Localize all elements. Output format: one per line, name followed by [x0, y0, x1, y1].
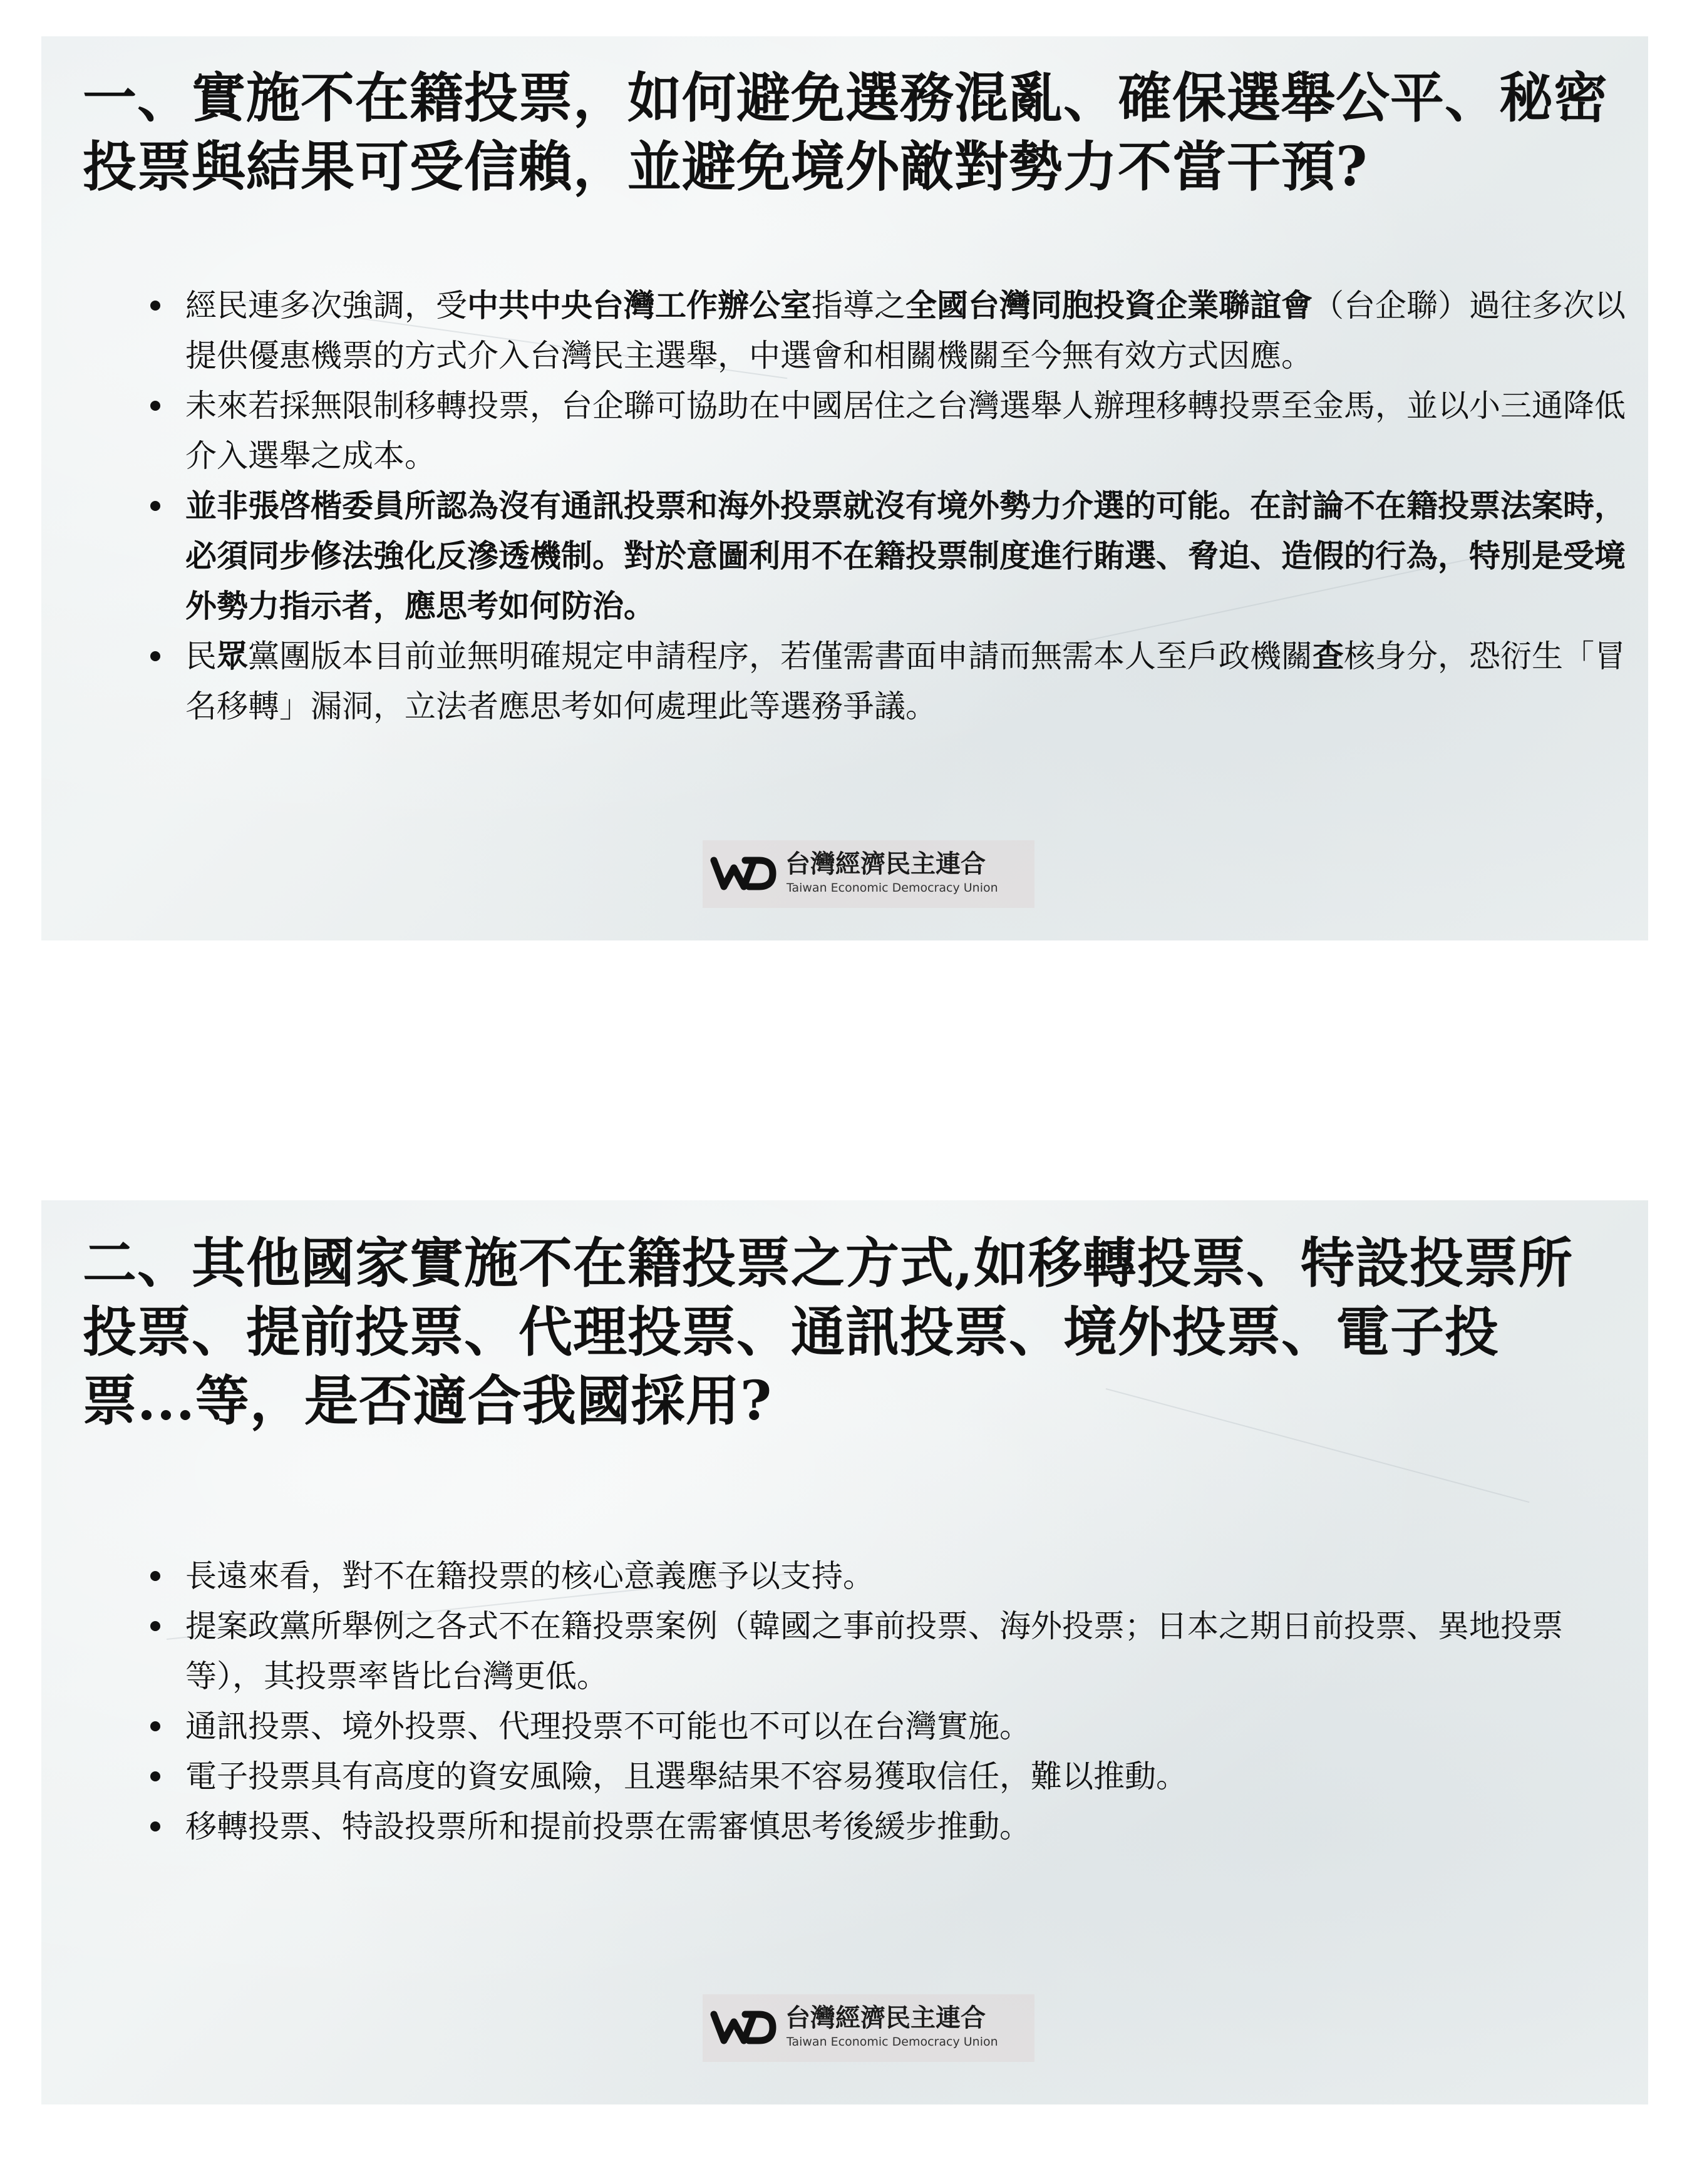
bullet-text: 移轉投票、特設投票所和提前投票在需審慎思考後緩步推動。 — [185, 1808, 1031, 1845]
bullet-text: 核身分，恐衍生「冒名移轉」漏洞，立法者應思考如何處理此等選務爭議。 — [185, 638, 1626, 724]
bullet-dot-icon — [150, 1821, 160, 1831]
bullet-text: 民 — [185, 638, 217, 674]
bullet-dot-icon — [150, 401, 160, 411]
bullet-text: 長遠來看，對不在籍投票的核心意義應予以支持。 — [185, 1558, 874, 1594]
bullet-text: 眾 — [217, 637, 248, 674]
bullet-item — [142, 281, 1626, 381]
bullet-item — [142, 1551, 1626, 1601]
bullet-item — [142, 631, 1626, 731]
bullet-dot-icon — [150, 1771, 160, 1781]
bullet-text: 電子投票具有高度的資安風險，且選舉結果不容易獲取信任，難以推動。 — [185, 1758, 1187, 1795]
slide-1-bullet-list — [142, 281, 1626, 731]
bullet-text: 提案政黨所舉例之各式不在籍投票案例（韓國之事前投票、海外投票；日本之期日前投票、異地投票等），其投票率皆比台灣更低。 — [185, 1608, 1563, 1694]
bullet-item — [142, 381, 1626, 481]
organization-logo — [699, 837, 1050, 912]
slide-1-heading: 一、實施不在籍投票，如何避免選務混亂、確保選舉公平、秘密投票與結果可受信賴，並避免境外敵對勢力不當干預? — [83, 66, 1608, 198]
slide-2-heading: 二、其他國家實施不在籍投票之方式,如移轉投票、特設投票所投票、提前投票、代理投票、通訊投票、境外投票、電子投票...等，是否適合我國採用? — [83, 1232, 1573, 1433]
bullet-text: 未來若採無限制移轉投票，台企聯可協助在中國居住之台灣選舉人辦理移轉投票至金馬，並以小三通降低介入選舉之成本。 — [185, 388, 1626, 474]
bullet-dot-icon — [150, 1621, 160, 1631]
logo-name-english: Taiwan Economic Democracy Union — [787, 881, 998, 895]
bullet-item — [142, 1751, 1626, 1801]
bullet-text: 中共中央台灣工作辦公室 — [467, 287, 812, 324]
bullet-dot-icon — [150, 301, 160, 311]
bullet-text: 全國台灣同胞投資企業聯誼會 — [905, 287, 1313, 324]
bullet-dot-icon — [150, 501, 160, 511]
bullet-text: 查 — [1313, 637, 1344, 674]
logo-name-chinese: 台灣經濟民主連合 — [785, 2004, 986, 2032]
bullet-dot-icon — [150, 1571, 160, 1581]
logo-name-english: Taiwan Economic Democracy Union — [787, 2035, 998, 2049]
bullet-text: 黨團版本目前並無明確規定申請程序，若僅需書面申請而無需本人至戶政機關 — [248, 638, 1313, 674]
bullet-dot-icon — [150, 1721, 160, 1731]
bullet-item — [142, 481, 1626, 631]
slide-1 — [41, 36, 1648, 940]
bullet-text: 並非張啓楷委員所認為沒有通訊投票和海外投票就沒有境外勢力介選的可能。在討論不在籍投票法案時，必須同步修法強化反滲透機制。對於意圖利用不在籍投票制度進行賄選、脅迫、造假的行為，特別是受境外勢力指示者，應思考如何防治。 — [185, 487, 1626, 624]
bullet-text: 通訊投票、境外投票、代理投票不可能也不可以在台灣實施。 — [185, 1708, 1031, 1744]
wd-monogram-icon — [709, 852, 778, 895]
bullet-text: 指導之 — [812, 287, 905, 324]
wd-monogram-icon — [709, 2006, 778, 2049]
bullet-dot-icon — [150, 651, 160, 661]
logo-name-chinese: 台灣經濟民主連合 — [785, 850, 986, 878]
bullet-text: （台企聯）過往多次以提供優惠機票的方式介入台灣民主選舉，中選會和相關機關至今無有效方式因應。 — [185, 287, 1626, 374]
bullet-item — [142, 1801, 1626, 1852]
bullet-item — [142, 1601, 1626, 1701]
bullet-item — [142, 1701, 1626, 1751]
slide-2-bullet-list — [142, 1551, 1626, 1852]
bullet-text: 經民連多次強調，受 — [185, 287, 467, 324]
organization-logo — [699, 1991, 1050, 2066]
slide-2 — [41, 1200, 1648, 2104]
